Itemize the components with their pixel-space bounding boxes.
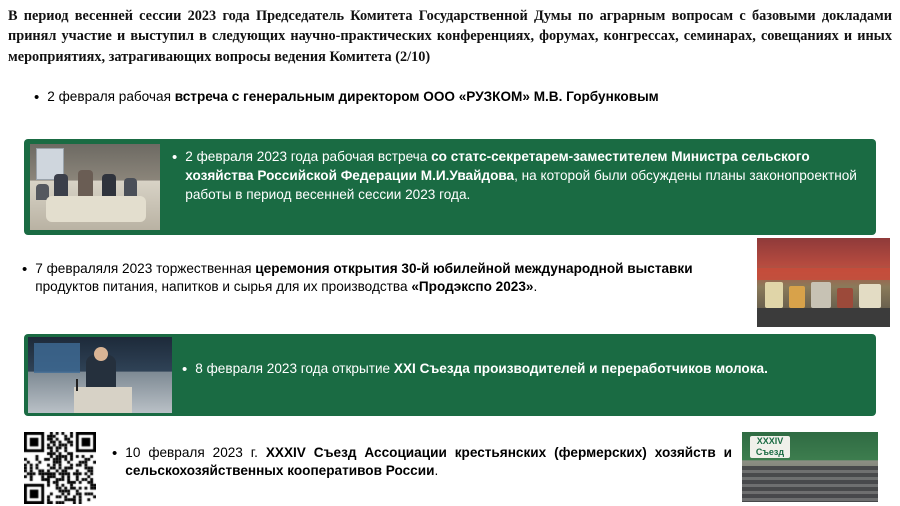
item-date: 2 февраля рабочая <box>47 89 175 104</box>
panel-plain-1: 8 февраля 2023 года открытие <box>195 361 394 376</box>
list-item-feb10 <box>112 444 732 481</box>
bullet-icon: • <box>22 261 28 278</box>
page-title <box>8 6 892 67</box>
photo-person <box>54 174 68 196</box>
panel-plain-2: , на которой были обсуждены планы законопроектной работы в период весенней сессии 2023 года. <box>185 167 857 202</box>
item-bold-1: встреча с генеральным директором ООО «РУЗКОМ» М.В. Горбунковым <box>174 89 659 104</box>
list-item-feb2 <box>34 88 734 108</box>
photo-stand <box>859 284 881 308</box>
bullet-icon: • <box>182 361 188 378</box>
item-bold-1: церемония открытия 30-й юбилейной международной выставки <box>255 261 693 276</box>
photo-banner <box>757 268 890 280</box>
photo-stand <box>765 282 783 308</box>
photo-person <box>78 170 93 196</box>
panel-text <box>185 148 862 204</box>
photo-screen <box>34 343 80 373</box>
panel-text <box>195 360 768 379</box>
page-counter: (2/10) <box>395 48 431 65</box>
highlight-panel-1-text <box>172 148 862 204</box>
list-item-text <box>35 260 752 297</box>
item-date: 10 февраля 2023 г. <box>125 445 266 460</box>
photo-tribune <box>74 387 132 413</box>
photo-audience-rows <box>742 466 878 502</box>
photo-stand <box>789 286 805 308</box>
item-tail: . <box>434 463 439 479</box>
photo-microphone <box>76 379 78 391</box>
photo-floor <box>757 308 890 327</box>
photo-table <box>46 196 146 222</box>
photo-stand <box>837 288 853 308</box>
item-tail: . <box>533 279 538 295</box>
panel-bold-1: со статс-секретарем-заместителем Министра сельского хозяйства Российской Федерации М.И.Увайдова <box>185 149 810 183</box>
photo-person <box>124 178 137 197</box>
item-bold-1: XXXIV Съезд Ассоциации крестьянских (фермерских) хозяйств и сельскохозяйственных кооперативов России <box>125 445 732 479</box>
photo-person <box>102 174 116 196</box>
bullet-icon: • <box>172 149 178 166</box>
congress-logo: XXXIV Съезд <box>750 436 790 458</box>
list-item-text <box>47 88 658 106</box>
qr-code-image[interactable] <box>24 432 96 504</box>
header-text: В период весенней сессии 2023 года Председатель Комитета Государственной Думы по аграрным вопросам с базовыми докладами принял участие и выступил в следующих научно-практических конференциях, форумах, конгрессах, семинарах, совещаниях и иных мероприятиях, затрагивающих вопросы ведения Комитета <box>8 8 892 65</box>
panel-plain-1: 2 февраля 2023 года рабочая встреча <box>185 149 432 164</box>
bullet-icon: • <box>34 89 40 106</box>
photo-meeting-room <box>30 144 160 230</box>
photo-person-head <box>94 347 108 361</box>
qr-code[interactable] <box>24 432 96 504</box>
item-bold-2: «Продэкспо 2023» <box>411 279 534 295</box>
list-item-feb7 <box>22 260 752 297</box>
bullet-icon: • <box>112 445 118 462</box>
photo-stand <box>811 282 831 308</box>
list-item-text <box>125 444 732 481</box>
item-middle: продуктов питания, напитков и сырья для их производства <box>35 279 412 295</box>
photo-speaker-tribune <box>28 337 172 413</box>
highlight-panel-2-text <box>182 360 862 380</box>
photo-exhibition-hall <box>757 238 890 327</box>
item-date: 7 февраляля 2023 торжественная <box>35 261 256 276</box>
photo-congress-hall <box>742 432 878 502</box>
qr-code-canvas[interactable] <box>24 432 96 504</box>
panel-bold-1: XXI Съезда производителей и переработчиков молока. <box>393 361 768 376</box>
